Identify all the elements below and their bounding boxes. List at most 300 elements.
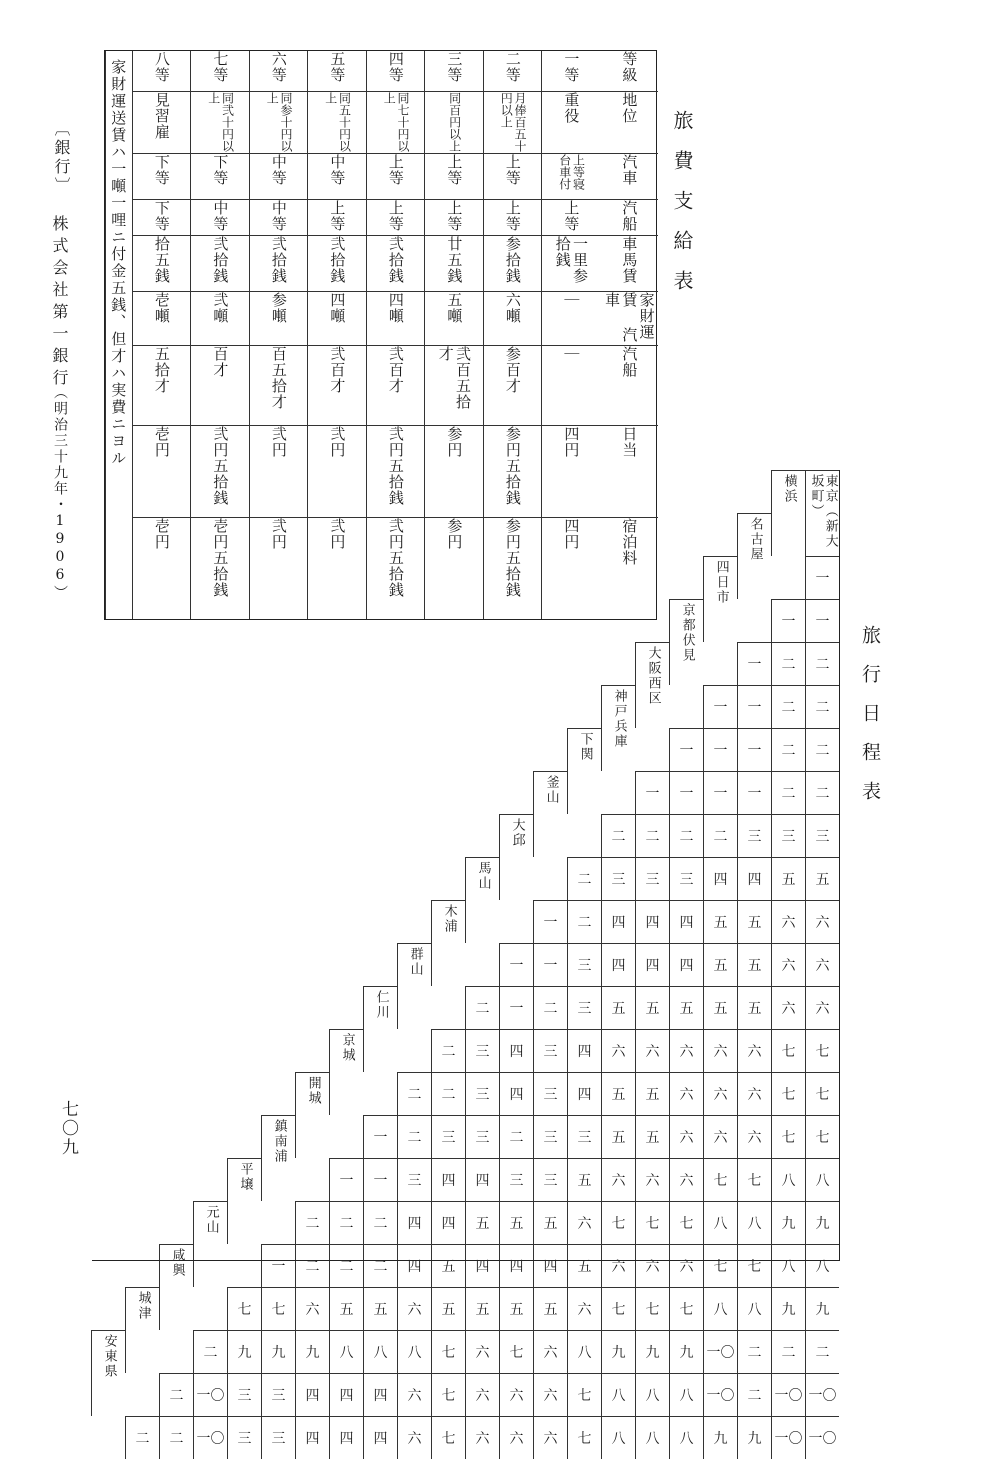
schedule-cell: 一 <box>737 728 771 771</box>
schedule-cell: 七 <box>737 1244 771 1287</box>
allowance-cell-text: 弐拾銭 <box>211 236 230 284</box>
station-name: 馬山 <box>475 861 491 891</box>
schedule-cell: 七 <box>431 1373 465 1416</box>
allowance-cell-text: 中等 <box>269 200 288 232</box>
schedule-cell: 八 <box>635 1373 669 1416</box>
schedule-cell: 一〇 <box>703 1330 737 1373</box>
allowance-cell-text: 参百才 <box>503 346 522 394</box>
allowance-cell-text: 上等 <box>562 200 581 232</box>
schedule-cell: 五 <box>737 986 771 1029</box>
schedule-cell: 五 <box>363 1287 397 1330</box>
schedule-cell: 四 <box>397 1244 431 1287</box>
allowance-cell-text: 六等 <box>269 51 288 83</box>
schedule-cell: 七 <box>703 1158 737 1201</box>
station-label <box>465 857 499 943</box>
schedule-cell: 一〇 <box>193 1373 227 1416</box>
station-label <box>805 470 839 556</box>
schedule-cell: 六 <box>771 986 805 1029</box>
page-number: 七〇九 <box>58 1100 78 1157</box>
allowance-cell-text: 月俸百五十円以上 <box>499 92 528 152</box>
allowance-cell-text: 日当 <box>620 426 639 458</box>
schedule-cell: 三 <box>635 857 669 900</box>
station-name: 群山 <box>407 947 423 977</box>
schedule-cell: 五 <box>737 943 771 986</box>
allowance-cell-text: 中等 <box>269 154 288 186</box>
schedule-cell: 七 <box>567 1373 601 1416</box>
allowance-cell-text: 五噸 <box>445 292 464 324</box>
schedule-cell: 八 <box>635 1416 669 1459</box>
allowance-cell-text: 宿泊料 <box>620 518 639 566</box>
schedule-cell: 六 <box>533 1416 567 1459</box>
schedule-cell: 七 <box>669 1201 703 1244</box>
schedule-cell: 七 <box>431 1330 465 1373</box>
schedule-cell: 八 <box>669 1416 703 1459</box>
schedule-cell: 八 <box>737 1287 771 1330</box>
schedule-cell: 五 <box>533 1287 567 1330</box>
schedule-cell: 九 <box>771 1287 805 1330</box>
bank-category-label: 〔銀行〕 <box>52 120 71 196</box>
schedule-cell: 二 <box>805 1330 839 1373</box>
schedule-cell: 五 <box>567 1158 601 1201</box>
schedule-cell: 一〇 <box>771 1416 805 1459</box>
schedule-cell: 一 <box>533 900 567 943</box>
schedule-cell: 九 <box>805 1287 839 1330</box>
schedule-cell: 二 <box>159 1373 193 1416</box>
schedule-cell: 八 <box>771 1244 805 1287</box>
station-name: 東京（新大坂町） <box>808 474 838 549</box>
schedule-cell: 二 <box>805 642 839 685</box>
schedule-cell: 二 <box>771 771 805 814</box>
allowance-cell-text: 壱円 <box>152 518 171 550</box>
schedule-cell: 六 <box>737 1072 771 1115</box>
schedule-cell: 五 <box>703 900 737 943</box>
schedule-cell: 二 <box>329 1244 363 1287</box>
schedule-cell: 二 <box>363 1244 397 1287</box>
schedule-cell: 二 <box>329 1201 363 1244</box>
schedule-cell: 五 <box>567 1244 601 1287</box>
schedule-cell: 四 <box>635 900 669 943</box>
station-name: 咸興 <box>169 1248 185 1278</box>
allowance-cell-text: 地位 <box>620 92 639 124</box>
allowance-cell-text: 同五十円以上 <box>323 92 352 152</box>
schedule-cell: 二 <box>635 814 669 857</box>
station-label <box>771 470 805 556</box>
schedule-cell: 四 <box>499 1244 533 1287</box>
allowance-cell-text: 弐円五拾銭 <box>386 426 405 506</box>
schedule-cell: 八 <box>567 1330 601 1373</box>
schedule-cell: 二 <box>567 900 601 943</box>
station-label <box>669 599 703 685</box>
schedule-cell: 二 <box>295 1201 329 1244</box>
schedule-cell: 二 <box>465 986 499 1029</box>
schedule-cell: 八 <box>397 1330 431 1373</box>
schedule-cell: 五 <box>431 1287 465 1330</box>
allowance-cell-text: 弐百五拾才 <box>436 346 472 410</box>
schedule-cell: 四 <box>465 1158 499 1201</box>
schedule-cell: 八 <box>737 1201 771 1244</box>
allowance-cell-text: 同弐十円以上 <box>206 92 235 152</box>
schedule-cell: 六 <box>703 1115 737 1158</box>
station-name: 平壌 <box>237 1162 253 1192</box>
schedule-cell: 二 <box>499 1115 533 1158</box>
schedule-cell: 五 <box>499 1201 533 1244</box>
schedule-cell: 五 <box>465 1287 499 1330</box>
schedule-cell: 一 <box>703 728 737 771</box>
allowance-cell-text: 下等 <box>211 154 230 186</box>
station-label <box>567 728 601 814</box>
station-label <box>295 1072 329 1158</box>
schedule-cell: 一〇 <box>805 1373 839 1416</box>
schedule-cell: 一 <box>703 771 737 814</box>
schedule-cell: 三 <box>533 1115 567 1158</box>
schedule-cell: 四 <box>635 943 669 986</box>
station-label <box>227 1158 261 1244</box>
schedule-cell: 六 <box>669 1115 703 1158</box>
schedule-cell: 一 <box>805 599 839 642</box>
schedule-cell: 九 <box>771 1201 805 1244</box>
schedule-cell: 六 <box>635 1158 669 1201</box>
schedule-cell: 四 <box>363 1373 397 1416</box>
allowance-cell-text: 壱円五拾銭 <box>211 518 230 598</box>
station-name: 四日市 <box>713 560 729 605</box>
allowance-cell-text: 四円 <box>562 426 581 458</box>
schedule-cell: 二 <box>771 685 805 728</box>
schedule-cell: 四 <box>329 1373 363 1416</box>
schedule-cell: 五 <box>431 1244 465 1287</box>
travel-schedule-title: 旅行日程表 <box>859 625 881 820</box>
schedule-cell: 三 <box>227 1416 261 1459</box>
allowance-cell-text: 汽船 <box>620 200 639 232</box>
station-label <box>499 814 533 900</box>
schedule-cell: 四 <box>465 1244 499 1287</box>
schedule-cell: 五 <box>669 986 703 1029</box>
schedule-cell: 五 <box>635 1115 669 1158</box>
allowance-cell-text: 弐円五拾銭 <box>386 518 405 598</box>
schedule-cell: 二 <box>533 986 567 1029</box>
schedule-cell: 三 <box>227 1373 261 1416</box>
schedule-cell: 二 <box>805 771 839 814</box>
schedule-cell: 六 <box>805 900 839 943</box>
schedule-cell: 六 <box>805 986 839 1029</box>
station-label <box>261 1115 295 1201</box>
allowance-cell-text: 参円五拾銭 <box>503 518 522 598</box>
allowance-cell-text: ｜ <box>562 346 581 362</box>
schedule-cell: 三 <box>465 1072 499 1115</box>
schedule-cell: 七 <box>499 1330 533 1373</box>
schedule-cell: 一 <box>363 1115 397 1158</box>
station-name: 京都伏見 <box>679 603 695 663</box>
allowance-cell-text: 参拾銭 <box>503 236 522 284</box>
station-name: 仁川 <box>373 990 389 1020</box>
schedule-cell: 四 <box>329 1416 363 1459</box>
schedule-cell: 五 <box>635 986 669 1029</box>
schedule-cell: 九 <box>261 1330 295 1373</box>
schedule-cell: 二 <box>567 857 601 900</box>
allowance-cell-text: 四円 <box>562 518 581 550</box>
schedule-cell: 六 <box>601 1029 635 1072</box>
schedule-cell: 四 <box>601 900 635 943</box>
schedule-cell: 七 <box>805 1029 839 1072</box>
schedule-cell: 六 <box>635 1029 669 1072</box>
station-name: 開城 <box>305 1076 321 1106</box>
schedule-cell: 一 <box>771 599 805 642</box>
schedule-cell: 四 <box>295 1373 329 1416</box>
schedule-cell: 九 <box>737 1416 771 1459</box>
schedule-cell: 八 <box>805 1244 839 1287</box>
schedule-cell: 二 <box>805 685 839 728</box>
allowance-cell-text: 弐円 <box>328 426 347 458</box>
schedule-cell: 二 <box>771 728 805 771</box>
schedule-cell: 五 <box>465 1201 499 1244</box>
schedule-cell: 六 <box>703 1029 737 1072</box>
schedule-cell: 三 <box>465 1029 499 1072</box>
allowance-cell-text: 一里参拾銭 <box>553 236 589 284</box>
allowance-cell-text: 上等 <box>503 200 522 232</box>
schedule-cell: 三 <box>397 1158 431 1201</box>
allowance-cell-text: 見習雇 <box>152 92 171 140</box>
station-name: 横浜 <box>781 474 797 504</box>
allowance-cell-text: 参噸 <box>269 292 288 324</box>
schedule-cell: 五 <box>533 1201 567 1244</box>
schedule-cell: 九 <box>669 1330 703 1373</box>
allowance-cell-text: 弐百才 <box>386 346 405 394</box>
schedule-table-bottom-border <box>92 1260 840 1261</box>
station-name: 鎮南浦 <box>271 1119 287 1164</box>
station-label <box>431 900 465 986</box>
schedule-cell: 五 <box>771 857 805 900</box>
schedule-cell: 四 <box>499 1072 533 1115</box>
schedule-cell: 二 <box>397 1072 431 1115</box>
schedule-cell: 六 <box>737 1115 771 1158</box>
schedule-cell: 六 <box>397 1287 431 1330</box>
allowance-cell-text: 上等 <box>503 154 522 186</box>
allowance-cell-text: 中等 <box>328 154 347 186</box>
station-name: 京城 <box>339 1033 355 1063</box>
allowance-cell-text: 四等 <box>386 51 405 83</box>
station-label <box>397 943 431 1029</box>
schedule-cell: 四 <box>567 1029 601 1072</box>
station-name: 城津 <box>135 1291 151 1321</box>
schedule-cell: 三 <box>805 814 839 857</box>
schedule-cell: 六 <box>737 1029 771 1072</box>
allowance-cell-text: 壱円 <box>152 426 171 458</box>
schedule-cell: 七 <box>737 1158 771 1201</box>
schedule-cell: 四 <box>533 1244 567 1287</box>
schedule-cell: 六 <box>397 1373 431 1416</box>
schedule-cell: 一〇 <box>771 1373 805 1416</box>
schedule-cell: 七 <box>567 1416 601 1459</box>
allowance-cell-text: 七等 <box>211 51 230 83</box>
allowance-cell-text: 一等 <box>562 51 581 83</box>
schedule-cell: 二 <box>669 814 703 857</box>
station-label <box>363 986 397 1072</box>
schedule-cell: 六 <box>771 943 805 986</box>
station-name: 元山 <box>203 1205 219 1235</box>
schedule-cell: 二 <box>363 1201 397 1244</box>
station-label <box>159 1244 193 1330</box>
schedule-cell: 七 <box>703 1244 737 1287</box>
schedule-cell: 三 <box>737 814 771 857</box>
schedule-cell: 二 <box>771 642 805 685</box>
schedule-cell: 五 <box>635 1072 669 1115</box>
schedule-cell: 七 <box>601 1287 635 1330</box>
schedule-cell: 一 <box>363 1158 397 1201</box>
schedule-cell: 五 <box>499 1287 533 1330</box>
schedule-cell: 四 <box>601 943 635 986</box>
schedule-cell: 六 <box>465 1330 499 1373</box>
allowance-cell-text: 上等 <box>445 200 464 232</box>
schedule-cell: 六 <box>533 1330 567 1373</box>
allowance-cell-text: 弐円 <box>269 426 288 458</box>
station-label <box>533 771 567 857</box>
schedule-cell: 一 <box>261 1244 295 1287</box>
allowance-cell-text: 百才 <box>211 346 230 378</box>
schedule-cell: 六 <box>703 1072 737 1115</box>
allowance-cell-text: 百五拾才 <box>269 346 288 410</box>
schedule-cell: 七 <box>635 1287 669 1330</box>
schedule-cell: 五 <box>601 986 635 1029</box>
allowance-cell-text: 参円 <box>445 426 464 458</box>
allowance-cell-text: 六噸 <box>503 292 522 324</box>
station-label <box>193 1201 227 1287</box>
schedule-cell: 一〇 <box>703 1373 737 1416</box>
schedule-cell: 七 <box>805 1115 839 1158</box>
allowance-cell-text: 弐百才 <box>328 346 347 394</box>
allowance-cell-text: 上等 <box>445 154 464 186</box>
schedule-cell: 八 <box>703 1287 737 1330</box>
schedule-cell: 六 <box>669 1029 703 1072</box>
schedule-cell: 一 <box>737 685 771 728</box>
schedule-cell: 九 <box>295 1330 329 1373</box>
schedule-cell: 六 <box>635 1244 669 1287</box>
schedule-cell: 六 <box>295 1287 329 1330</box>
schedule-cell: 六 <box>499 1416 533 1459</box>
schedule-cell: 一 <box>329 1158 363 1201</box>
station-name: 下関 <box>577 732 593 762</box>
allowance-cell-text: 廿五銭 <box>445 236 464 284</box>
schedule-cell: 五 <box>737 900 771 943</box>
company-name: 株式会社第一銀行 <box>50 215 69 391</box>
date-note: （明治三十九年・1906） <box>52 385 68 601</box>
schedule-cell: 八 <box>703 1201 737 1244</box>
schedule-cell: 四 <box>397 1201 431 1244</box>
schedule-cell: 九 <box>805 1201 839 1244</box>
schedule-cell: 七 <box>261 1287 295 1330</box>
allowance-cell-text: 五等 <box>328 51 347 83</box>
schedule-cell: 三 <box>601 857 635 900</box>
schedule-cell: 一 <box>635 771 669 814</box>
schedule-cell: 二 <box>397 1115 431 1158</box>
schedule-cell: 四 <box>737 857 771 900</box>
schedule-cell: 二 <box>193 1330 227 1373</box>
schedule-cell: 二 <box>737 1373 771 1416</box>
station-label <box>329 1029 363 1115</box>
allowance-cell-text: 重役 <box>562 92 581 124</box>
schedule-cell: 六 <box>669 1072 703 1115</box>
station-name: 釜山 <box>543 775 559 805</box>
schedule-cell: 九 <box>703 1416 737 1459</box>
schedule-cell: 六 <box>499 1373 533 1416</box>
schedule-cell: 三 <box>533 1072 567 1115</box>
schedule-cell: 四 <box>363 1416 397 1459</box>
schedule-cell: 六 <box>397 1416 431 1459</box>
allowance-cell-text: 汽船 <box>620 346 639 378</box>
schedule-cell: 三 <box>465 1115 499 1158</box>
allowance-cell-text: 同七十円以上 <box>382 92 411 152</box>
schedule-cell: 七 <box>669 1287 703 1330</box>
station-name: 木浦 <box>441 904 457 934</box>
allowance-cell-text: ｜ <box>562 292 581 308</box>
allowance-cell-text: 上等 <box>386 154 405 186</box>
schedule-cell: 七 <box>601 1201 635 1244</box>
allowance-cell-text: 弐噸 <box>211 292 230 324</box>
allowance-cell-text: 弐円 <box>328 518 347 550</box>
station-name: 安東県 <box>101 1334 117 1379</box>
schedule-cell: 六 <box>465 1373 499 1416</box>
allowance-cell-text: 中等 <box>211 200 230 232</box>
schedule-cell: 一〇 <box>193 1416 227 1459</box>
schedule-cell: 二 <box>737 1330 771 1373</box>
schedule-cell: 二 <box>703 814 737 857</box>
allowance-cell-text: 拾五銭 <box>152 236 171 284</box>
schedule-cell: 三 <box>533 1029 567 1072</box>
schedule-cell: 八 <box>771 1158 805 1201</box>
allowance-cell-text: 下等 <box>152 154 171 186</box>
schedule-cell: 五 <box>703 986 737 1029</box>
schedule-cell: 八 <box>601 1373 635 1416</box>
schedule-cell: 二 <box>295 1244 329 1287</box>
schedule-cell: 四 <box>499 1029 533 1072</box>
schedule-cell: 二 <box>805 728 839 771</box>
station-label <box>91 1330 125 1416</box>
allowance-cell-text: 弐拾銭 <box>269 236 288 284</box>
allowance-cell-text: 参円五拾銭 <box>503 426 522 506</box>
schedule-cell: 七 <box>431 1416 465 1459</box>
schedule-cell: 三 <box>431 1115 465 1158</box>
schedule-cell: 六 <box>771 900 805 943</box>
schedule-cell: 七 <box>771 1072 805 1115</box>
schedule-cell: 七 <box>771 1115 805 1158</box>
schedule-cell: 二 <box>431 1029 465 1072</box>
schedule-cell: 二 <box>601 814 635 857</box>
allowance-cell-text: 参円 <box>445 518 464 550</box>
schedule-cell: 六 <box>601 1244 635 1287</box>
allowance-cell-text: 五拾才 <box>152 346 171 394</box>
schedule-cell: 二 <box>771 1330 805 1373</box>
schedule-cell: 八 <box>363 1330 397 1373</box>
schedule-cell: 一 <box>533 943 567 986</box>
schedule-cell: 八 <box>329 1330 363 1373</box>
schedule-cell: 四 <box>295 1416 329 1459</box>
schedule-cell: 六 <box>465 1416 499 1459</box>
schedule-cell: 五 <box>601 1115 635 1158</box>
station-label <box>125 1287 159 1373</box>
schedule-cell: 三 <box>567 943 601 986</box>
allowance-cell-text: 壱噸 <box>152 292 171 324</box>
schedule-cell: 三 <box>533 1158 567 1201</box>
schedule-cell: 五 <box>329 1287 363 1330</box>
allowance-cell-text: 弐円 <box>269 518 288 550</box>
allowance-cell-text: 家財運賃 汽車 <box>603 292 656 343</box>
schedule-cell: 六 <box>567 1287 601 1330</box>
station-label <box>703 556 737 642</box>
schedule-cell: 八 <box>805 1158 839 1201</box>
schedule-cell: 三 <box>669 857 703 900</box>
schedule-cell: 八 <box>601 1416 635 1459</box>
schedule-cell: 六 <box>601 1158 635 1201</box>
schedule-cell: 七 <box>635 1201 669 1244</box>
station-label <box>635 642 669 728</box>
